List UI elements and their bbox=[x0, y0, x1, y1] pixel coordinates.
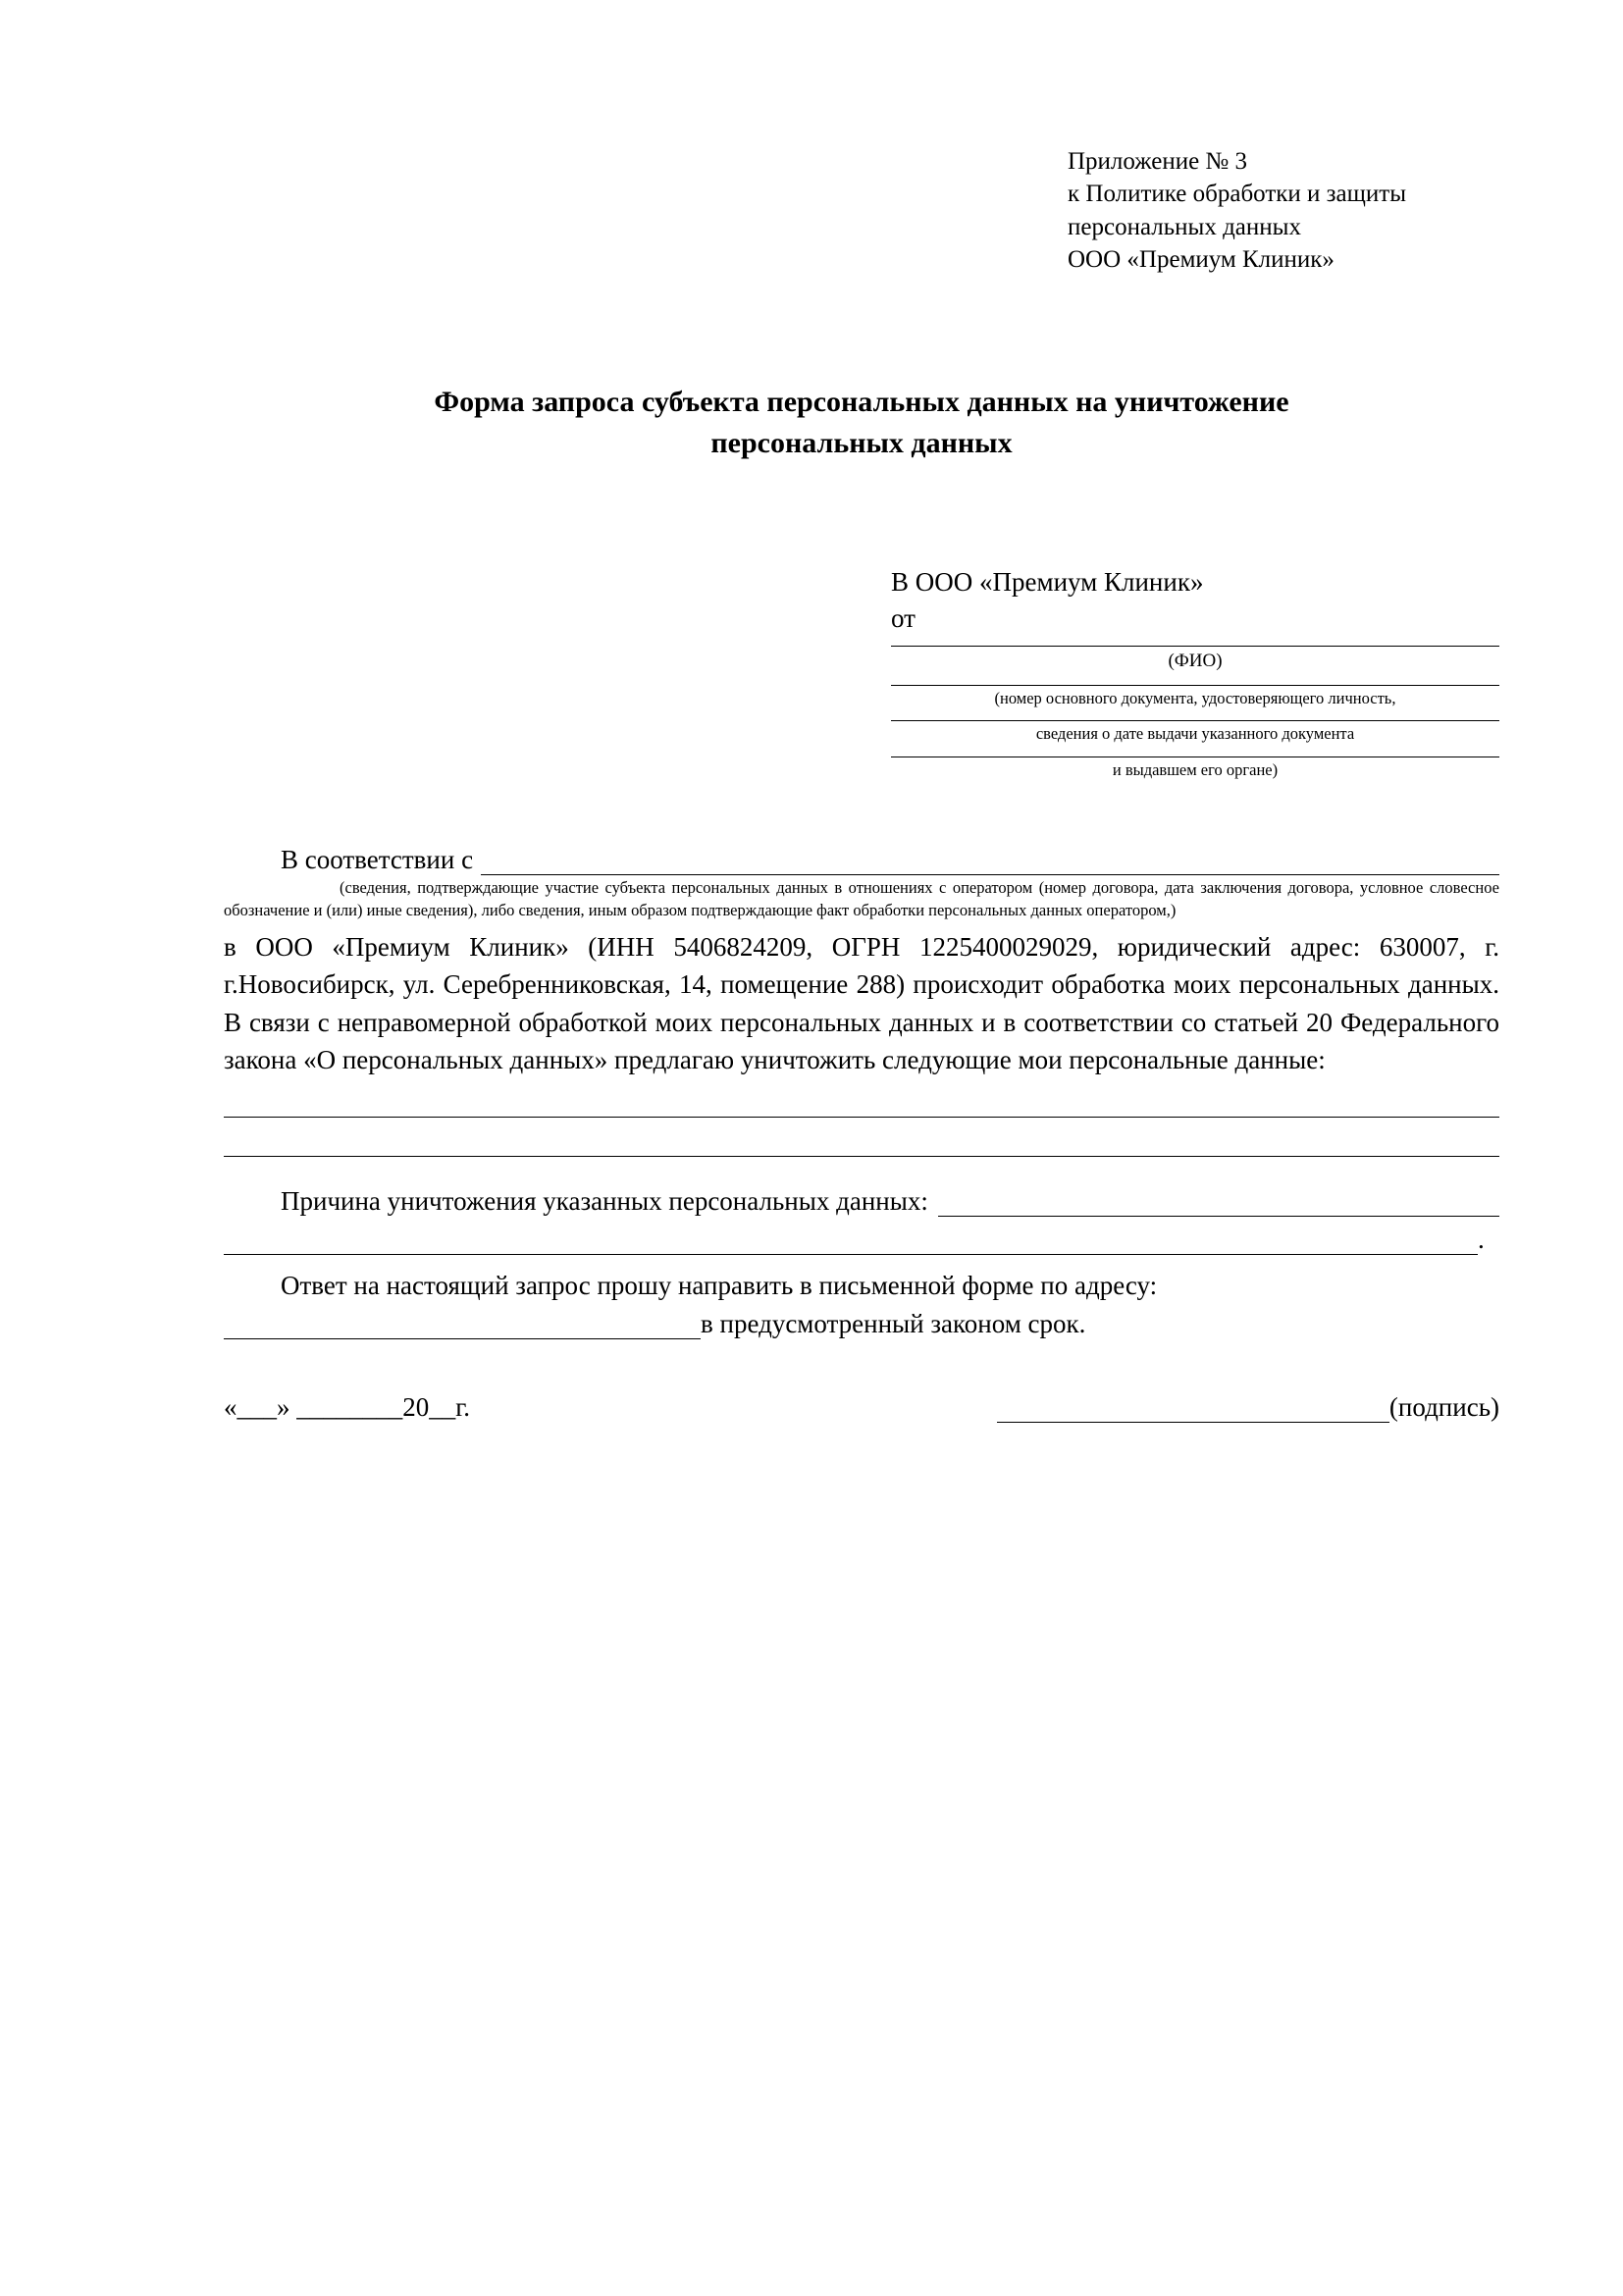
document-date-caption: сведения о дате выдачи указанного документа bbox=[1035, 724, 1355, 744]
document-content bbox=[224, 0, 1499, 1423]
fineprint-text: (сведения, подтверждающие участие субъекта персональных данных в отношениях с оператором (номер договора, дата заключения договора, условное словесное обозначение и (или) иные сведения), либо сведения, иным образом подтверждающие факт обработки персональных данных оператором,) bbox=[224, 878, 1499, 920]
document-organ-caption: и выдавшем его органе) bbox=[1112, 759, 1279, 779]
addressee-from-label: от bbox=[891, 602, 916, 633]
reason-input-line-1[interactable] bbox=[938, 1189, 1499, 1217]
personal-data-line-1[interactable] bbox=[224, 1117, 1499, 1118]
appendix-line-4: ООО «Премиум Клиник» bbox=[1068, 245, 1335, 273]
reason-row bbox=[224, 1186, 1499, 1217]
answer-paragraph: Ответ на настоящий запрос прошу направить в письменной форме по адресу: bbox=[281, 1271, 1158, 1301]
reason-end-dot: . bbox=[1478, 1225, 1485, 1255]
in-accordance-input-line[interactable] bbox=[481, 848, 1499, 875]
signature-row bbox=[224, 1392, 1499, 1423]
in-accordance-label: В соответствии с bbox=[281, 845, 474, 875]
document-date-input-line[interactable] bbox=[891, 720, 1499, 721]
appendix-line-3: персональных данных bbox=[1068, 213, 1301, 240]
in-accordance-row bbox=[224, 845, 1499, 875]
reason-tail-row bbox=[224, 1225, 1499, 1255]
fio-caption: (ФИО) bbox=[1168, 650, 1223, 671]
document-body bbox=[224, 845, 1499, 1422]
addressee-block bbox=[891, 566, 1499, 780]
fio-input-line[interactable] bbox=[891, 646, 1499, 647]
appendix-line-2: к Политике обработки и защиты bbox=[1068, 181, 1407, 208]
page-title-line-2: персональных данных bbox=[710, 427, 1013, 459]
document-number-caption: (номер основного документа, удостоверяющего личность, bbox=[994, 688, 1396, 707]
reason-label: Причина уничтожения указанных персональных данных: bbox=[281, 1186, 928, 1217]
page-title-line-1: Форма запроса субъекта персональных данных на уничтожение bbox=[434, 386, 1289, 418]
fineprint-note bbox=[224, 877, 1499, 922]
personal-data-line-2[interactable] bbox=[224, 1156, 1499, 1157]
answer-tail-text: в предусмотренный законом срок. bbox=[701, 1308, 1086, 1338]
appendix-line-1: Приложение № 3 bbox=[1068, 148, 1248, 175]
reason-input-line-2[interactable] bbox=[224, 1227, 1478, 1255]
date-field[interactable]: «___» ________20__г. bbox=[224, 1391, 471, 1422]
addressee-organization: В ООО «Премиум Клиник» bbox=[891, 567, 1204, 597]
answer-address-row bbox=[224, 1309, 1499, 1339]
signature-label: (подпись) bbox=[1388, 1391, 1499, 1422]
page-title bbox=[224, 382, 1499, 464]
appendix-reference bbox=[1068, 145, 1499, 276]
main-paragraph: в ООО «Премиум Клиник» (ИНН 5406824209, ОГРН 1225400029029, юридический адрес: 630007, г. г.Новосибирск, ул. Серебренниковская, 14, помещение 288) происходит обработка моих персональных данных. В связи с неправомерной обработкой моих персональных данных и в соответствии со статьей 20 Федерального закона «О персональных данных» предлагаю уничтожить следующие мои персональные данные: bbox=[224, 931, 1499, 1074]
answer-address-input-line[interactable] bbox=[224, 1312, 701, 1339]
signature-input-line[interactable] bbox=[997, 1395, 1389, 1423]
document-number-input-line[interactable] bbox=[891, 685, 1499, 686]
